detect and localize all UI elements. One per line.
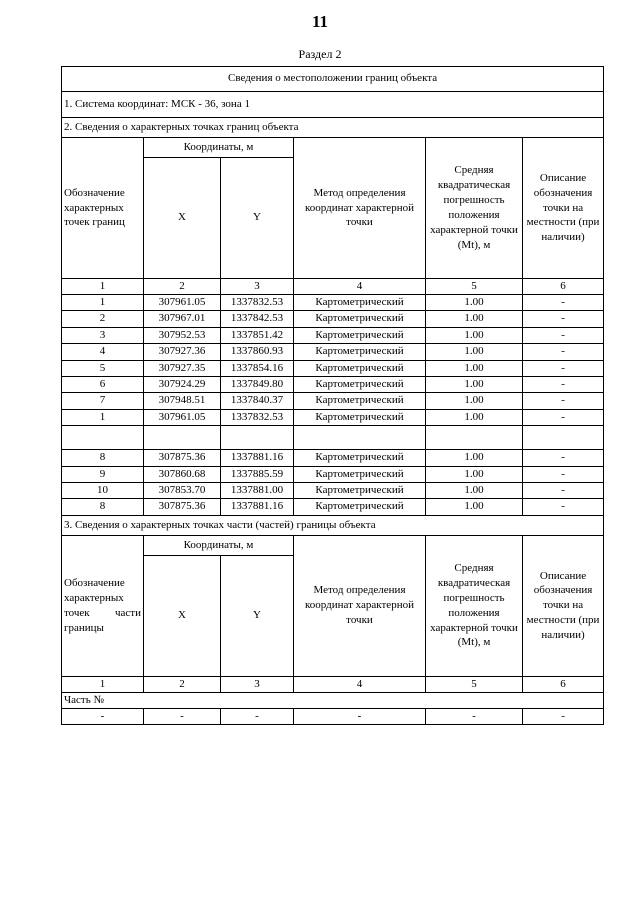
point-number: 1 [62,295,144,311]
accuracy-cell: 1.00 [426,393,523,409]
table-row [62,466,604,482]
header-method: Метод определения координат характерной точки [294,138,426,279]
empty-cell [294,426,426,450]
table-row [62,409,604,425]
column-number: 1 [62,676,144,692]
part-label-row [62,692,604,708]
coord-x: 307967.01 [144,311,221,327]
description-cell: - [523,360,604,376]
method-cell: Картометрический [294,376,426,392]
table-title: Сведения о местоположении границ объекта [62,67,604,92]
coord-x: 307860.68 [144,466,221,482]
accuracy-cell: 1.00 [426,499,523,515]
coord-x: 307961.05 [144,295,221,311]
boundary-table [61,66,604,725]
table-row [62,499,604,515]
contour-separator-row [62,426,604,450]
column-number: 4 [294,279,426,295]
method-cell: Картометрический [294,344,426,360]
description-cell: - [523,376,604,392]
description-cell: - [523,295,604,311]
header-coordinates: Координаты, м [144,535,294,555]
description-cell: - [523,393,604,409]
accuracy-cell: 1.00 [426,344,523,360]
section-3-row [62,515,604,535]
table-row [62,482,604,498]
coord-x: 307875.36 [144,499,221,515]
coord-x: 307948.51 [144,393,221,409]
column-number: 2 [144,279,221,295]
method-cell: Картометрический [294,409,426,425]
method-cell: Картометрический [294,499,426,515]
accuracy-cell: 1.00 [426,311,523,327]
header-x: X [144,555,221,676]
coord-y: 1337860.93 [221,344,294,360]
coord-y: 1337881.16 [221,450,294,466]
coord-y: 1337885.59 [221,466,294,482]
coord-y: 1337832.53 [221,409,294,425]
coord-x: 307853.70 [144,482,221,498]
header-accuracy: Средняя квадратическая погрешность положения характерной точки (Mt), м [426,138,523,279]
table-row [62,327,604,343]
description-cell: - [523,327,604,343]
empty-cell [523,426,604,450]
coord-y: 1337881.16 [221,499,294,515]
empty-cell [221,426,294,450]
point-number: 9 [62,466,144,482]
accuracy-cell: 1.00 [426,450,523,466]
column-number: 1 [62,279,144,295]
page-number: 11 [311,12,329,31]
column-number: 5 [426,676,523,692]
method-cell: Картометрический [294,450,426,466]
header-method: Метод определения координат характерной точки [294,535,426,676]
accuracy-cell: 1.00 [426,295,523,311]
section-label: Раздел 2 [298,47,342,61]
description-cell: - [523,466,604,482]
header-coordinates: Координаты, м [144,138,294,158]
header-description: Описание обозначения точки на местности (при наличии) [523,138,604,279]
point-number: 8 [62,499,144,515]
part-header-row [62,535,604,555]
part-label: Часть № [62,692,604,708]
header-y: Y [221,555,294,676]
description-cell: - [523,409,604,425]
method-cell: Картометрический [294,311,426,327]
point-number: 4 [62,344,144,360]
description-cell: - [523,311,604,327]
accuracy-cell: 1.00 [426,327,523,343]
part-value-cell: - [294,708,426,724]
method-cell: Картометрический [294,327,426,343]
table-row [62,360,604,376]
coord-x: 307924.29 [144,376,221,392]
point-number: 2 [62,311,144,327]
header-accuracy: Средняя квадратическая погрешность положения характерной точки (Mt), м [426,535,523,676]
method-cell: Картометрический [294,295,426,311]
table-row [62,344,604,360]
coord-y: 1337832.53 [221,295,294,311]
coord-y: 1337881.00 [221,482,294,498]
coord-x: 307927.35 [144,360,221,376]
accuracy-cell: 1.00 [426,409,523,425]
description-cell: - [523,450,604,466]
description-cell: - [523,482,604,498]
column-number: 3 [221,279,294,295]
method-cell: Картометрический [294,360,426,376]
column-numbers-row [62,676,604,692]
point-number: 1 [62,409,144,425]
empty-cell [144,426,221,450]
header-x: X [144,158,221,279]
accuracy-cell: 1.00 [426,466,523,482]
coord-x: 307927.36 [144,344,221,360]
coord-y: 1337854.16 [221,360,294,376]
part-value-cell: - [523,708,604,724]
column-numbers-row [62,279,604,295]
point-number: 6 [62,376,144,392]
point-number: 8 [62,450,144,466]
column-number: 4 [294,676,426,692]
part-value-cell: - [62,708,144,724]
section-2-title: 2. Сведения о характерных точках границ объекта [62,118,604,138]
method-cell: Картометрический [294,482,426,498]
accuracy-cell: 1.00 [426,482,523,498]
header-description: Описание обозначения точки на местности (при наличии) [523,535,604,676]
coord-y: 1337842.53 [221,311,294,327]
empty-cell [426,426,523,450]
part-value-cell: - [426,708,523,724]
column-number: 2 [144,676,221,692]
method-cell: Картометрический [294,466,426,482]
header-point-designation: Обозначение характерных точек границ [62,138,144,279]
column-number: 6 [523,279,604,295]
table-row [62,393,604,409]
header-y: Y [221,158,294,279]
point-number: 5 [62,360,144,376]
column-number: 5 [426,279,523,295]
point-number: 10 [62,482,144,498]
part-value-cell: - [144,708,221,724]
accuracy-cell: 1.00 [426,360,523,376]
header-point-designation-part: Обозначение характерных точек части границы [62,535,144,676]
column-number: 6 [523,676,604,692]
section-3-title: 3. Сведения о характерных точках части (частей) границы объекта [62,515,604,535]
empty-cell [62,426,144,450]
column-number: 3 [221,676,294,692]
table-row [62,450,604,466]
coordinate-system: 1. Система координат: МСК - 36, зона 1 [62,92,604,118]
point-number: 3 [62,327,144,343]
method-cell: Картометрический [294,393,426,409]
coord-y: 1337849.80 [221,376,294,392]
coord-y: 1337851.42 [221,327,294,343]
description-cell: - [523,344,604,360]
table-row [62,376,604,392]
coord-x: 307961.05 [144,409,221,425]
table-row [62,295,604,311]
point-number: 7 [62,393,144,409]
coord-y: 1337840.37 [221,393,294,409]
coord-x: 307875.36 [144,450,221,466]
accuracy-cell: 1.00 [426,376,523,392]
table-row [62,311,604,327]
description-cell: - [523,499,604,515]
table-row [62,708,604,724]
coord-x: 307952.53 [144,327,221,343]
part-value-cell: - [221,708,294,724]
